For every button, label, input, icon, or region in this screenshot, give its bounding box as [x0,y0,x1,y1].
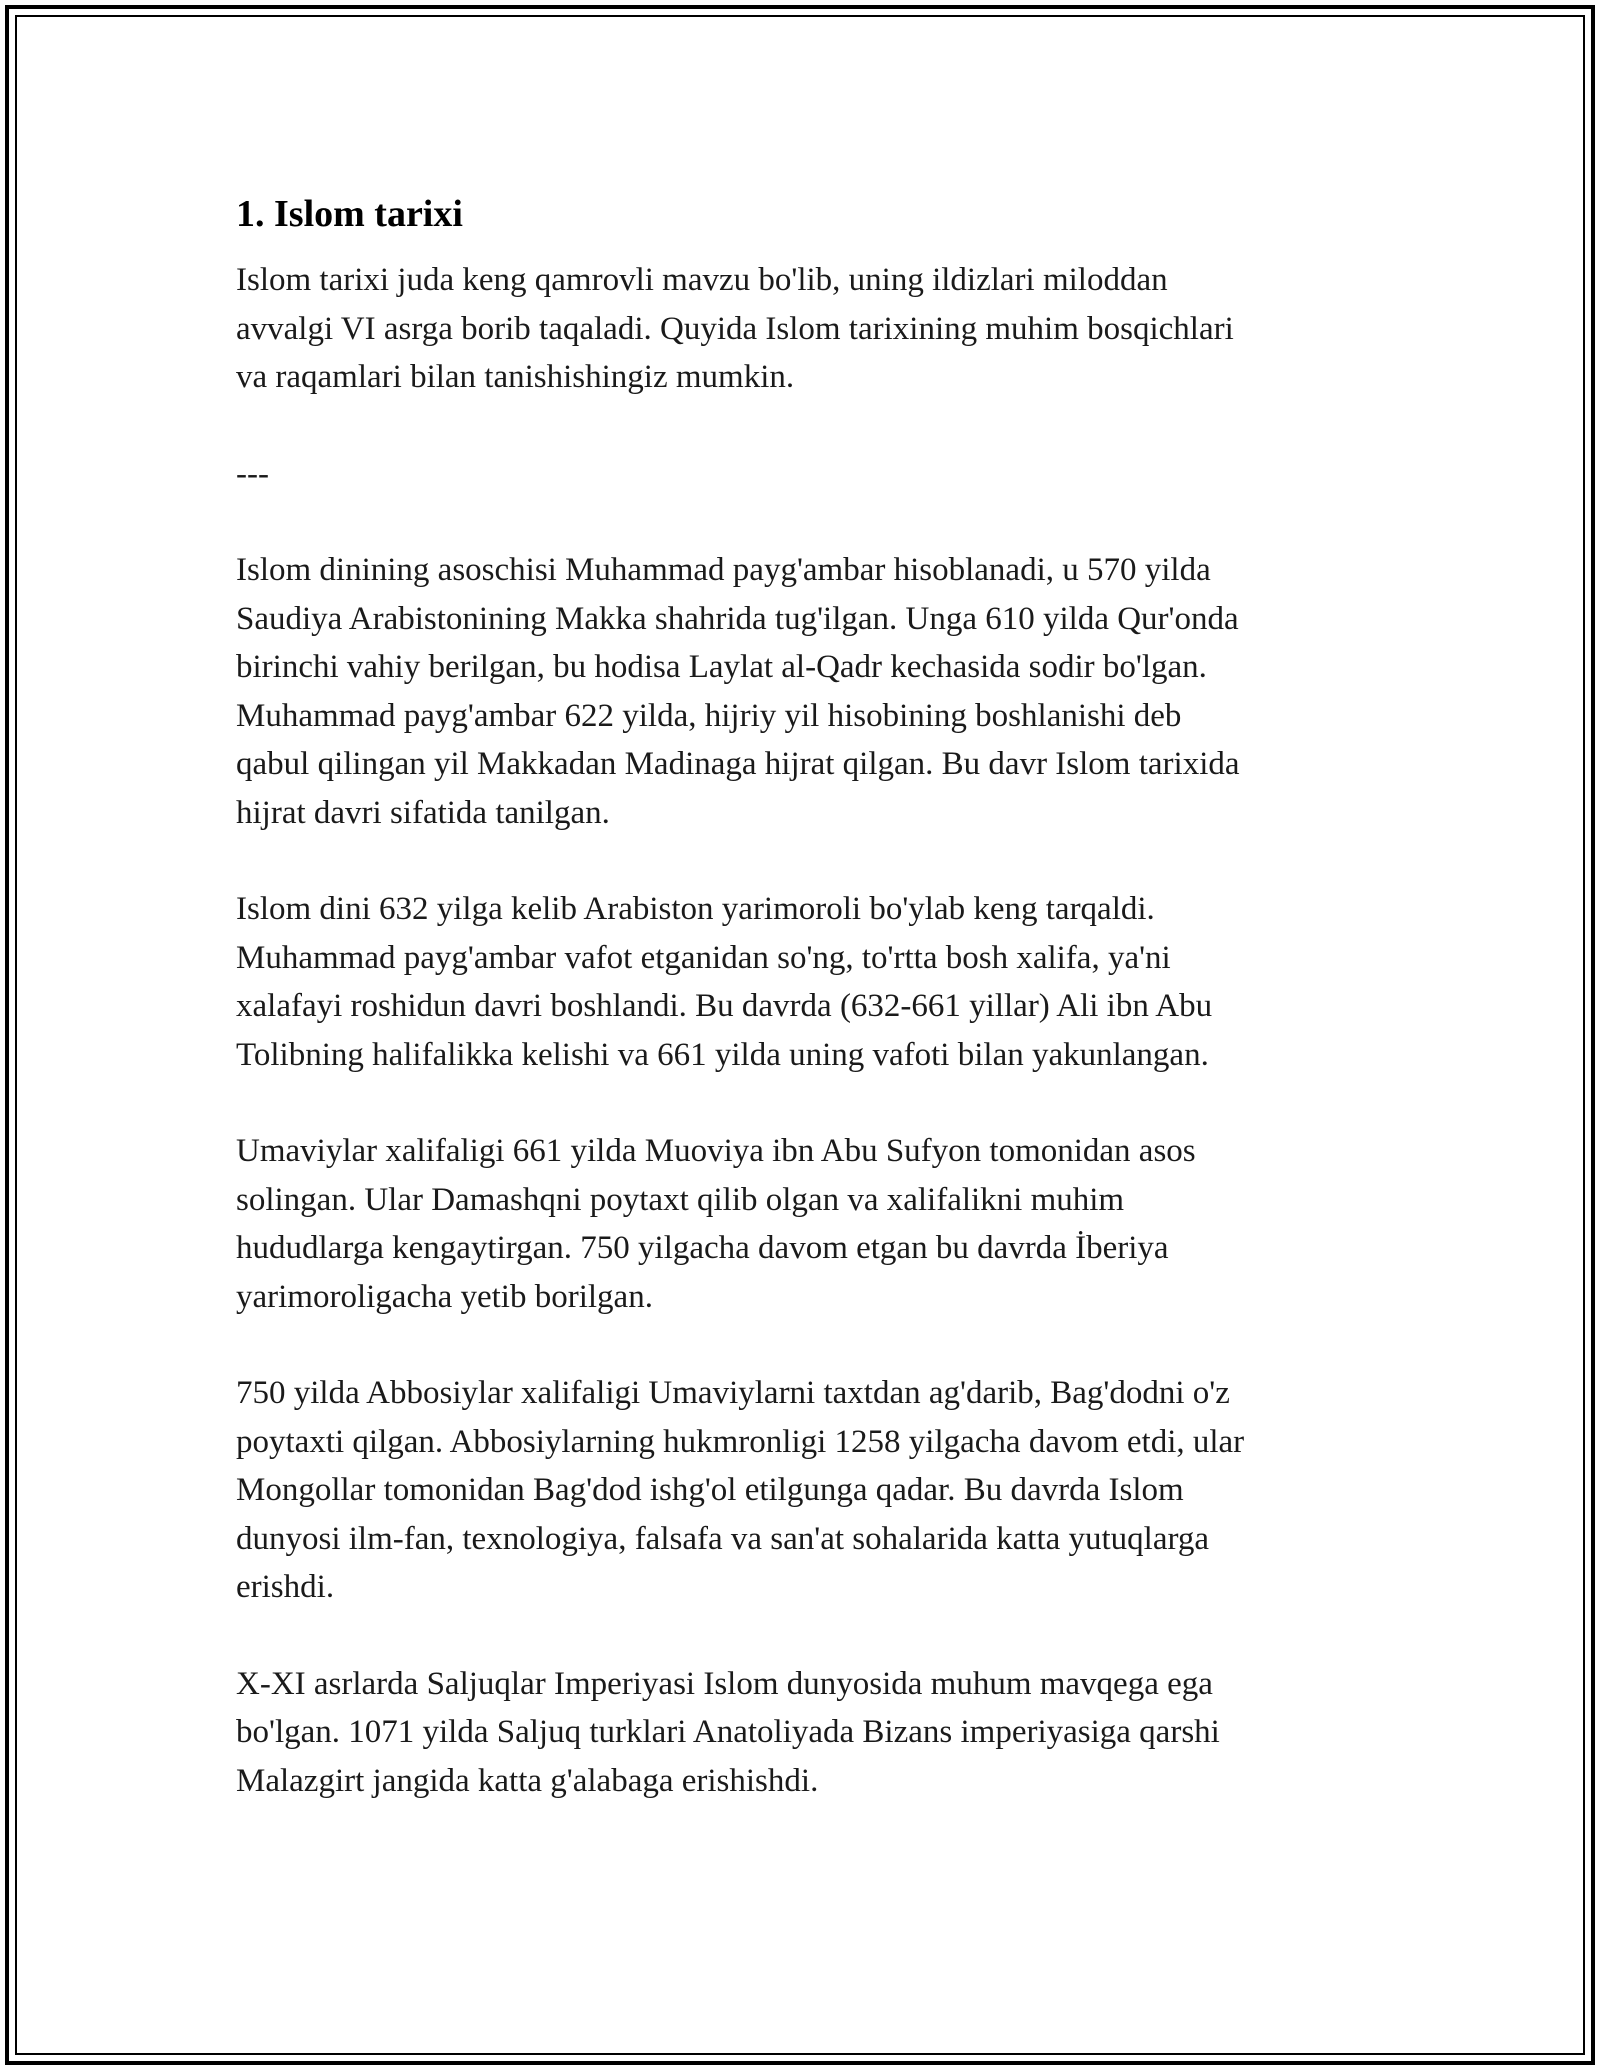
paragraph-rashidun: Islom dini 632 yilga kelib Arabiston yarimoroli bo'ylab keng tarqaldi. Muhammad payg'ambar vafot etganidan so'ng, to'rtta bosh xalifa, ya'ni xalafayi roshidun davri boshlandi. Bu davrda (632-661 yillar) Ali ibn Abu Tolibning halifalikka kelishi va 661 yilda uning vafoti bilan yakunlangan. [236,891,1213,1073]
intro-paragraph: Islom tarixi juda keng qamrovli mavzu bo'lib, uning ildizlari miloddan avvalgi VI asrga borib taqaladi. Quyida Islom tarixining muhim bosqichlari va raqamlari bilan tanishishingiz mumkin. [236,262,1234,395]
document-body [236,190,1376,1853]
paragraph-muhammad: Islom dinining asoschisi Muhammad payg'ambar hisoblanadi, u 570 yilda Saudiya Arabistonining Makka shahrida tug'ilgan. Unga 610 yilda Qur'onda birinchi vahiy berilgan, bu hodisa Laylat al-Qadr kechasida sodir bo'lgan. Muhammad payg'ambar 622 yilda, hijriy yil hisobining boshlanishi deb qabul qilingan yil Makkadan Madinaga hijrat qilgan. Bu davr Islom tarixida hijrat davri sifatida tanilgan. [236,552,1240,831]
paragraph-abbasid: 750 yilda Abbosiylar xalifaligi Umaviylarni taxtdan ag'darib, Bag'dodni o'z poytaxti qilgan. Abbosiylarning hukmronligi 1258 yilgacha davom etdi, ular Mongollar tomonidan Bag'dod ishg'ol etilgunga qadar. Bu davrda Islom dunyosi ilm-fan, texnologiya, falsafa va san'at sohalarida katta yutuqlarga erishdi. [236,1375,1245,1605]
paragraph-seljuk: X-XI asrlarda Saljuqlar Imperiyasi Islom dunyosida muhum mavqega ega bo'lgan. 1071 yilda Saljuq turklari Anatoliyada Bizans imperiyasiga qarshi Malazgirt jangida katta g'alabaga erishishdi. [236,1665,1220,1799]
separator-line: --- [236,455,269,492]
paragraph-umayyad: Umaviylar xalifaligi 661 yilda Muoviya ibn Abu Sufyon tomonidan asos solingan. Ular Damashqni poytaxt qilib olgan va xalifalikni muhim hududlarga kengaytirgan. 750 yilgacha davom etgan bu davrda İberiya yarimoroligacha yetib borilgan. [236,1133,1196,1315]
section-heading: 1. Islom tarixi [236,193,463,235]
